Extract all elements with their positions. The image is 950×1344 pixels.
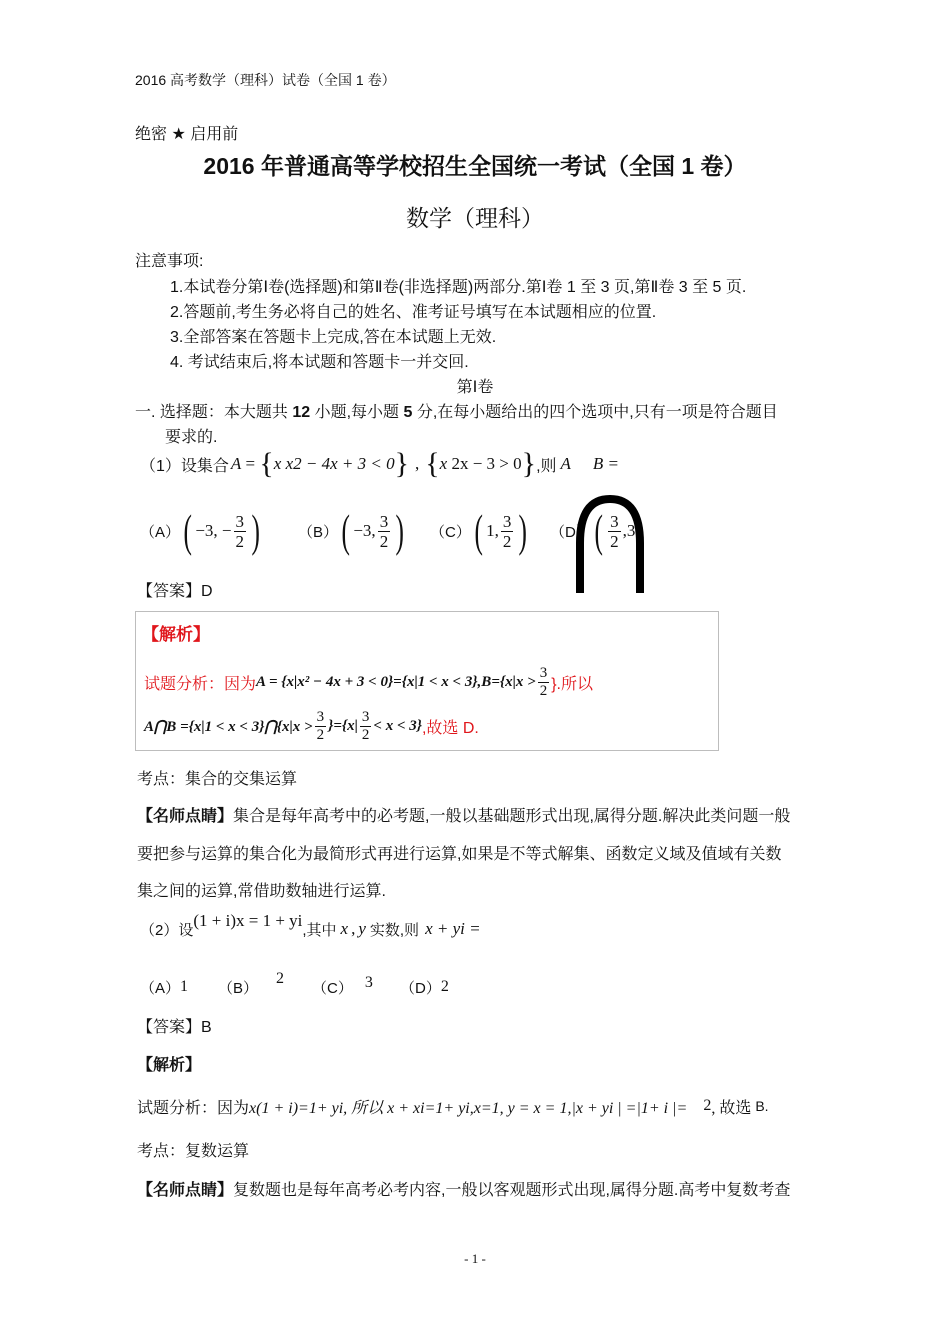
note-item: 1.本试卷分第Ⅰ卷(选择题)和第Ⅱ卷(非选择题)两部分.第Ⅰ卷 1 至 3 页,第Ⅱ卷 3 至 5 页. xyxy=(170,279,747,296)
q2-analysis: 试题分析：因为 x(1 + i)=1+ yi, 所以 x + xi=1+ yi,x=1, y = x = 1,|x + yi | =|1+ i |= 2 , 故选 B. xyxy=(137,1097,769,1117)
q2-topic: 考点：复数运算 xyxy=(137,1143,250,1160)
exam-subtitle: 数学（理科） xyxy=(406,205,544,231)
q2-option-c[interactable]: （C） 3 xyxy=(312,974,373,997)
exam-title: 2016 年普通高等学校招生全国统一考试（全国 1 卷） xyxy=(203,153,747,179)
question-2: （2）设 (1 + i)x = 1 + yi ,其中 x , y 实数,则 x + yi = xyxy=(140,911,481,939)
q2-answer: 【答案】B xyxy=(137,1019,212,1036)
q2-option-b[interactable]: （B） 2 xyxy=(218,970,285,997)
question-1: （1）设集合 A = { x x2 − 4x + 3 < 0 } , { x 2x − 3 > 0 } ,则 A B = xyxy=(140,447,620,480)
q1-comment-line-3: 集之间的运算,常借助数轴进行运算. xyxy=(137,883,386,900)
q1-analysis-box xyxy=(135,611,719,751)
running-header: 2016 高考数学（理科）试卷（全国 1 卷） xyxy=(135,72,396,88)
q1-option-a[interactable]: （A） ( −3, − $\frac{3}{2}$ ) xyxy=(140,505,260,556)
arch-bracket-icon xyxy=(570,493,650,595)
section-heading: 第Ⅰ卷 xyxy=(456,379,494,396)
q2-comment-line-1: 【名师点睛】复数题也是每年高考必考内容,一般以客观题形式出现,属得分题.高考中复数考查 xyxy=(137,1182,791,1199)
note-item: 4. 考试结束后,将本试题和答题卡一并交回. xyxy=(170,354,469,371)
q2-option-d[interactable]: （D） 2 xyxy=(400,978,449,997)
q2-option-a[interactable]: （A） 1 xyxy=(140,978,189,997)
analysis-line-1: 试题分析：因为 A = {x|x² − 4x + 3 < 0}={x|1 < x < 3},B={x|x > $\frac{3}{2}$ }.所以 xyxy=(144,664,593,699)
note-item: 2.答题前,考生务必将自己的姓名、准考证号填写在本试题相应的位置. xyxy=(170,304,657,321)
q1-comment-line-1: 【名师点睛】集合是每年高考中的必考题,一般以基础题形式出现,属得分题.解决此类问题一般 xyxy=(137,808,791,825)
analysis-title: 【解析】 xyxy=(142,625,210,644)
analysis-line-2: A⋂B ={x|1 < x < 3}⋂{x|x > $\frac{3}{2}$ }={x| $\frac{3}{2}$ < x < 3} ,故选 D. xyxy=(144,708,479,743)
q1-topic: 考点：集合的交集运算 xyxy=(137,771,298,788)
q1-comment-line-2: 要把参与运算的集合化为最简形式再进行运算,如果是不等式解集、函数定义域及值域有关数 xyxy=(137,846,782,863)
secret-mark: 绝密 ★ 启用前 xyxy=(135,126,239,143)
page-number: - 1 - xyxy=(464,1251,486,1266)
q1-answer: 【答案】D xyxy=(137,583,213,600)
notes-heading: 注意事项: xyxy=(135,253,204,270)
note-item: 3.全部答案在答题卡上完成,答在本试题上无效. xyxy=(170,329,497,346)
q1-option-b[interactable]: （B） ( −3, $\frac{3}{2}$ ) xyxy=(298,505,405,556)
section-instructions-cont: 要求的. xyxy=(165,429,218,446)
q1-option-c[interactable]: （C） ( 1, $\frac{3}{2}$ ) xyxy=(430,505,528,556)
section-instructions: 一. 选择题：本大题共 12 小题,每小题 5 分,在每小题给出的四个选项中,只有一项是符合题目 xyxy=(135,404,778,421)
q1-option-d[interactable]: （D） ( $\frac{3}{2}$ ,3 xyxy=(550,505,636,556)
q2-analysis-title: 【解析】 xyxy=(137,1057,202,1074)
